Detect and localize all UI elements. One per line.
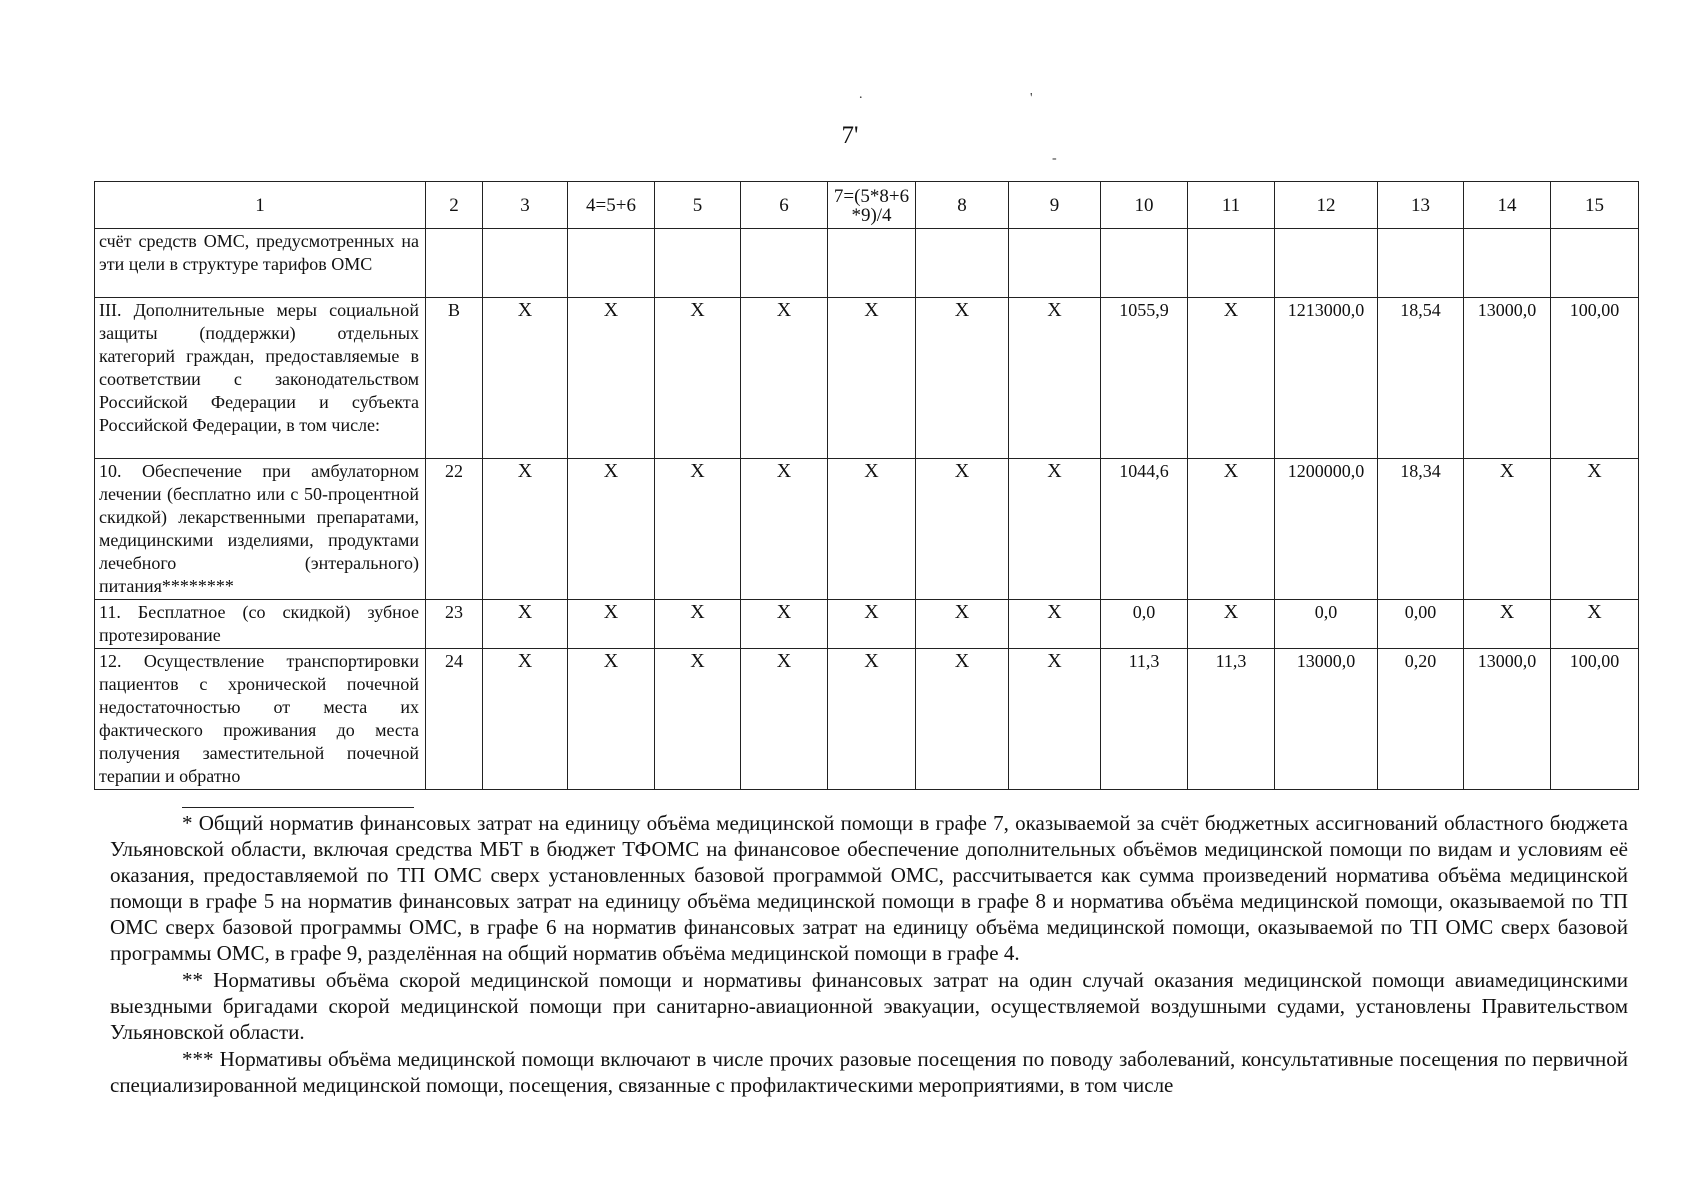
table-cell	[1378, 229, 1464, 298]
table-cell: 13000,0	[1464, 298, 1551, 459]
scan-mark: .	[859, 87, 863, 102]
table-cell: X	[828, 600, 916, 649]
table-cell	[916, 229, 1009, 298]
table-cell: X	[568, 649, 655, 790]
footnotes	[110, 810, 1628, 1099]
scan-mark: '	[1030, 91, 1033, 106]
table-cell: X	[568, 459, 655, 600]
table-cell	[1101, 229, 1188, 298]
table-cell: 0,00	[1378, 600, 1464, 649]
table-cell: 100,00	[1551, 649, 1639, 790]
row-name: 11. Бесплатное (со скидкой) зубное протезирование	[95, 600, 426, 649]
column-header: 15	[1551, 182, 1639, 229]
column-header: 9	[1009, 182, 1101, 229]
table-cell: X	[568, 298, 655, 459]
table-cell: X	[741, 298, 828, 459]
column-header: 1	[95, 182, 426, 229]
table-cell: X	[655, 649, 741, 790]
table-cell	[1009, 229, 1101, 298]
table-cell: X	[483, 459, 568, 600]
table-cell: 23	[426, 600, 483, 649]
table-cell	[568, 229, 655, 298]
table-cell: X	[916, 298, 1009, 459]
table-cell: 22	[426, 459, 483, 600]
column-header: 5	[655, 182, 741, 229]
table-cell: 13000,0	[1275, 649, 1378, 790]
table-cell	[1188, 229, 1275, 298]
column-header: 10	[1101, 182, 1188, 229]
table-cell	[1464, 229, 1551, 298]
footnote: *** Нормативы объёма медицинской помощи включают в числе прочих разовые посещения по поводу заболеваний, консультативные посещения по первичной специализированной медицинской помощи, посещения, связанные с профилактическими мероприятиями, в том числе	[110, 1047, 1628, 1097]
table-cell: X	[1009, 649, 1101, 790]
column-header: 14	[1464, 182, 1551, 229]
footnote: * Общий норматив финансовых затрат на единицу объёма медицинской помощи в графе 7, оказываемой за счёт бюджетных ассигнований областного бюджета Ульяновской области, включая средства МБТ в бюджет ТФОМС на финансовое обеспечение дополнительных объёмов медицинской помощи по видам и условиям её оказания, предоставляемой по ТП ОМС сверх установленных базовой программой ОМС, рассчитывается как сумма произведений норматива объёма медицинской помощи в графе 5 на норматив финансовых затрат на единицу объёма медицинской помощи в графе 8 и норматива объёма медицинской помощи, оказываемой по ТП ОМС сверх базовой программы ОМС, в графе 6 на норматив финансовых затрат на единицу объёма медицинской помощи, оказываемой по ТП ОМС сверх базовой программы ОМС, в графе 9, разделённая на общий норматив объёма медицинской помощи в графе 4.	[110, 811, 1628, 965]
norms-table	[94, 181, 1639, 790]
table-cell: 1055,9	[1101, 298, 1188, 459]
footnote-separator	[182, 807, 414, 808]
table-cell: 18,54	[1378, 298, 1464, 459]
table-row	[95, 229, 1639, 298]
table-cell: X	[1551, 459, 1639, 600]
row-name: 12. Осуществление транспортировки пациентов с хронической почечной недостаточностью от места их фактического проживания до места получения заместительной почечной терапии и обратно	[95, 649, 426, 790]
table-cell: X	[1464, 459, 1551, 600]
scan-mark: -	[1052, 151, 1057, 166]
table-cell: X	[655, 298, 741, 459]
table-cell: 11,3	[1188, 649, 1275, 790]
table-cell: X	[1551, 600, 1639, 649]
table-cell: 1044,6	[1101, 459, 1188, 600]
column-header: 6	[741, 182, 828, 229]
column-header: 3	[483, 182, 568, 229]
table-cell: X	[655, 600, 741, 649]
table-cell: X	[1464, 600, 1551, 649]
table-cell: X	[1188, 600, 1275, 649]
table-cell	[655, 229, 741, 298]
table-cell: 100,00	[1551, 298, 1639, 459]
table-cell: X	[916, 459, 1009, 600]
table-cell: X	[741, 459, 828, 600]
table-cell: X	[1009, 459, 1101, 600]
table-cell: X	[1188, 459, 1275, 600]
column-header: 11	[1188, 182, 1275, 229]
row-name: III. Дополнительные меры социальной защиты (поддержки) отдельных категорий граждан, предоставляемые в соответствии с законодательством Российской Федерации и субъекта Российской Федерации, в том числе:	[95, 298, 426, 459]
table-cell: X	[1009, 600, 1101, 649]
table-cell	[483, 229, 568, 298]
table-cell	[741, 229, 828, 298]
table-cell: X	[916, 649, 1009, 790]
column-header-formula: 7=(5*8+6 *9)/4	[828, 182, 916, 229]
row-name: счёт средств ОМС, предусмотренных на эти цели в структуре тарифов ОМС	[95, 229, 426, 298]
table-cell: X	[483, 649, 568, 790]
table-cell: 13000,0	[1464, 649, 1551, 790]
table-cell: 1200000,0	[1275, 459, 1378, 600]
table-cell: X	[655, 459, 741, 600]
table-cell	[1551, 229, 1639, 298]
table-cell	[828, 229, 916, 298]
table-cell: 11,3	[1101, 649, 1188, 790]
table-cell: X	[828, 649, 916, 790]
table-header-row	[95, 182, 1639, 229]
table-cell: 0,0	[1101, 600, 1188, 649]
table-cell: X	[483, 600, 568, 649]
table-cell: X	[916, 600, 1009, 649]
column-header: 12	[1275, 182, 1378, 229]
page-number: 7'	[841, 122, 859, 149]
table-cell: X	[1009, 298, 1101, 459]
table-row	[95, 459, 1639, 600]
row-name: 10. Обеспечение при амбулаторном лечении (бесплатно или с 50-процентной скидкой) лекарственными препаратами, медицинскими изделиями, продуктами лечебного (энтерального) питания********	[95, 459, 426, 600]
table-cell: В	[426, 298, 483, 459]
table-cell: X	[741, 600, 828, 649]
table-cell: X	[568, 600, 655, 649]
table-cell: 0,20	[1378, 649, 1464, 790]
table-cell	[426, 229, 483, 298]
table-cell: X	[828, 298, 916, 459]
column-header: 2	[426, 182, 483, 229]
table-cell: 0,0	[1275, 600, 1378, 649]
table-cell: X	[1188, 298, 1275, 459]
table-row	[95, 298, 1639, 459]
table-cell: 24	[426, 649, 483, 790]
table-cell: X	[741, 649, 828, 790]
table-cell	[1275, 229, 1378, 298]
footnote: ** Нормативы объёма скорой медицинской помощи и нормативы финансовых затрат на один случай оказания медицинской помощи авиамедицинскими выездными бригадами скорой медицинской помощи при санитарно-авиационной эвакуации, осуществляемой воздушными судами, установлены Правительством Ульяновской области.	[110, 968, 1628, 1044]
column-header: 4=5+6	[568, 182, 655, 229]
table-row	[95, 600, 1639, 649]
column-header: 13	[1378, 182, 1464, 229]
table-cell: X	[828, 459, 916, 600]
table-cell: 18,34	[1378, 459, 1464, 600]
table-cell: 1213000,0	[1275, 298, 1378, 459]
column-header: 8	[916, 182, 1009, 229]
table-cell: X	[483, 298, 568, 459]
table-row	[95, 649, 1639, 790]
